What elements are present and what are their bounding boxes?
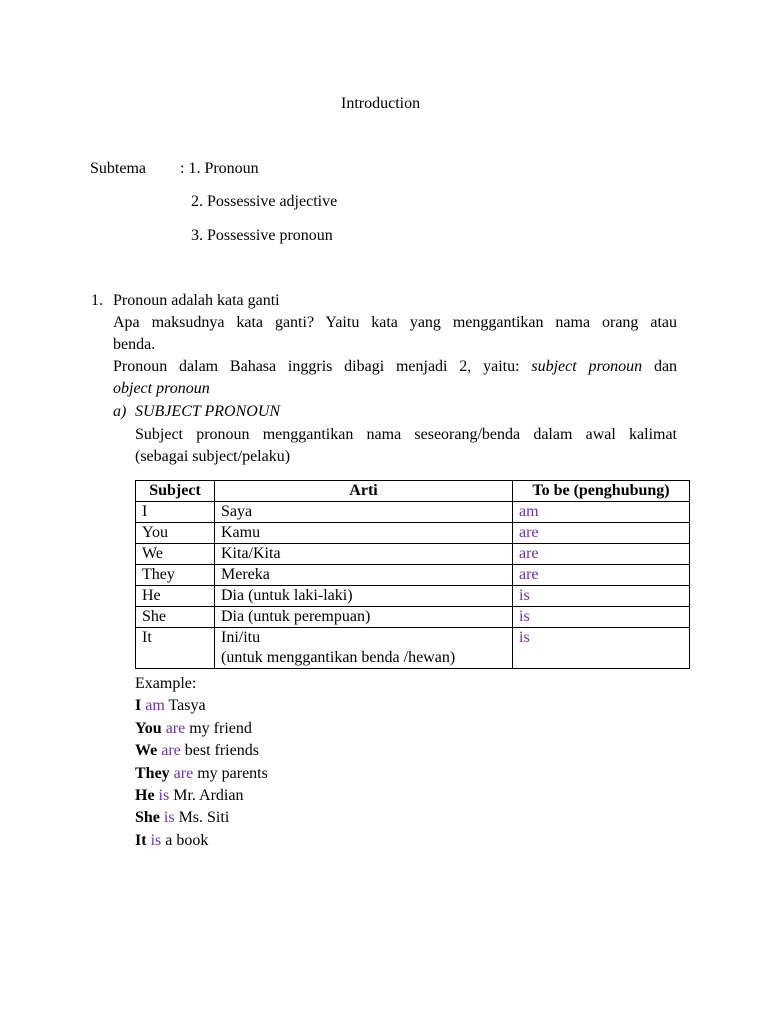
example-to-be: are bbox=[173, 765, 194, 782]
table-row bbox=[136, 565, 690, 586]
term-subject-pronoun: subject pronoun bbox=[531, 358, 643, 375]
cell-arti: Saya bbox=[215, 502, 513, 523]
cell-subject: You bbox=[136, 523, 215, 544]
paragraph-line: (sebagai subject/pelaku) bbox=[135, 448, 291, 465]
paragraph-kata-ganti bbox=[113, 312, 677, 356]
example-sentence bbox=[135, 830, 208, 852]
example-sentence bbox=[135, 695, 206, 717]
cell-to-be: is bbox=[513, 607, 690, 628]
cell-to-be: are bbox=[513, 544, 690, 565]
example-sentence bbox=[135, 785, 243, 807]
cell-to-be: are bbox=[513, 523, 690, 544]
paragraph-pronoun-types bbox=[113, 356, 677, 400]
example-sentence bbox=[135, 763, 268, 785]
example-to-be: are bbox=[165, 720, 186, 737]
table-row bbox=[136, 523, 690, 544]
cell-to-be: is bbox=[513, 586, 690, 607]
cell-arti: Mereka bbox=[215, 565, 513, 586]
example-sentence bbox=[135, 740, 259, 762]
example-subject: We bbox=[135, 742, 158, 759]
paragraph-line bbox=[113, 356, 677, 378]
cell-arti bbox=[215, 628, 513, 669]
paragraph-line: Subject pronoun menggantikan nama seseorang/benda dalam awal kalimat bbox=[135, 426, 677, 443]
section-number: 1. bbox=[91, 292, 103, 309]
example-rest: Ms. Siti bbox=[178, 809, 230, 826]
subject-pronoun-table bbox=[135, 480, 690, 669]
example-rest: best friends bbox=[184, 742, 259, 759]
example-subject: I bbox=[135, 697, 142, 714]
cell-subject: She bbox=[136, 607, 215, 628]
example-subject: They bbox=[135, 765, 170, 782]
cell-subject: I bbox=[136, 502, 215, 523]
cell-arti: Kita/Kita bbox=[215, 544, 513, 565]
column-header-arti: Arti bbox=[215, 481, 513, 502]
example-subject: It bbox=[135, 832, 147, 849]
cell-arti-note: (untuk menggantikan benda /hewan) bbox=[221, 649, 456, 666]
example-to-be: am bbox=[145, 697, 165, 714]
column-header-to-be: To be (penghubung) bbox=[513, 481, 690, 502]
example-subject: You bbox=[135, 720, 162, 737]
paragraph-line: benda. bbox=[113, 336, 156, 353]
cell-subject: We bbox=[136, 544, 215, 565]
table-header-row bbox=[136, 481, 690, 502]
example-subject: She bbox=[135, 809, 160, 826]
example-label: Example: bbox=[135, 675, 197, 692]
cell-to-be: are bbox=[513, 565, 690, 586]
paragraph-text: Pronoun dalam Bahasa inggris dibagi menjadi 2, yaitu: bbox=[113, 358, 520, 375]
subtema-label: Subtema bbox=[90, 160, 146, 177]
example-to-be: is bbox=[150, 832, 162, 849]
table-row bbox=[136, 628, 690, 669]
cell-arti-line: Ini/itu bbox=[221, 629, 261, 646]
subtema-item-1: : 1. Pronoun bbox=[180, 160, 259, 177]
cell-to-be: is bbox=[513, 628, 690, 669]
example-sentence bbox=[135, 718, 252, 740]
example-subject: He bbox=[135, 787, 155, 804]
example-to-be: is bbox=[163, 809, 175, 826]
paragraph-text: dan bbox=[653, 358, 678, 375]
example-rest: my parents bbox=[197, 765, 268, 782]
paragraph-line: Apa maksudnya kata ganti? Yaitu kata yang menggantikan nama orang atau bbox=[113, 314, 677, 331]
term-object-pronoun: object pronoun bbox=[113, 380, 210, 397]
paragraph-subject-pronoun bbox=[135, 424, 677, 468]
example-sentence bbox=[135, 807, 229, 829]
example-to-be: are bbox=[161, 742, 181, 759]
example-rest: a book bbox=[165, 832, 209, 849]
cell-subject: They bbox=[136, 565, 215, 586]
example-to-be: is bbox=[158, 787, 170, 804]
cell-arti: Dia (untuk laki-laki) bbox=[215, 586, 513, 607]
page-title: Introduction bbox=[341, 95, 421, 112]
example-rest: Mr. Ardian bbox=[173, 787, 244, 804]
subtema-item-2: 2. Possessive adjective bbox=[191, 193, 338, 210]
paragraph-line bbox=[113, 378, 677, 400]
column-header-subject: Subject bbox=[136, 481, 215, 502]
cell-to-be: am bbox=[513, 502, 690, 523]
cell-arti: Kamu bbox=[215, 523, 513, 544]
subtema-item-3: 3. Possessive pronoun bbox=[191, 227, 333, 244]
example-rest: my friend bbox=[189, 720, 252, 737]
table-row bbox=[136, 544, 690, 565]
table-row bbox=[136, 502, 690, 523]
table-row bbox=[136, 607, 690, 628]
cell-arti: Dia (untuk perempuan) bbox=[215, 607, 513, 628]
table-row bbox=[136, 586, 690, 607]
cell-subject: It bbox=[136, 628, 215, 669]
cell-subject: He bbox=[136, 586, 215, 607]
subsection-title: SUBJECT PRONOUN bbox=[135, 403, 281, 420]
example-rest: Tasya bbox=[168, 697, 206, 714]
subsection-marker: a) bbox=[113, 403, 127, 420]
section-heading: Pronoun adalah kata ganti bbox=[113, 292, 280, 309]
